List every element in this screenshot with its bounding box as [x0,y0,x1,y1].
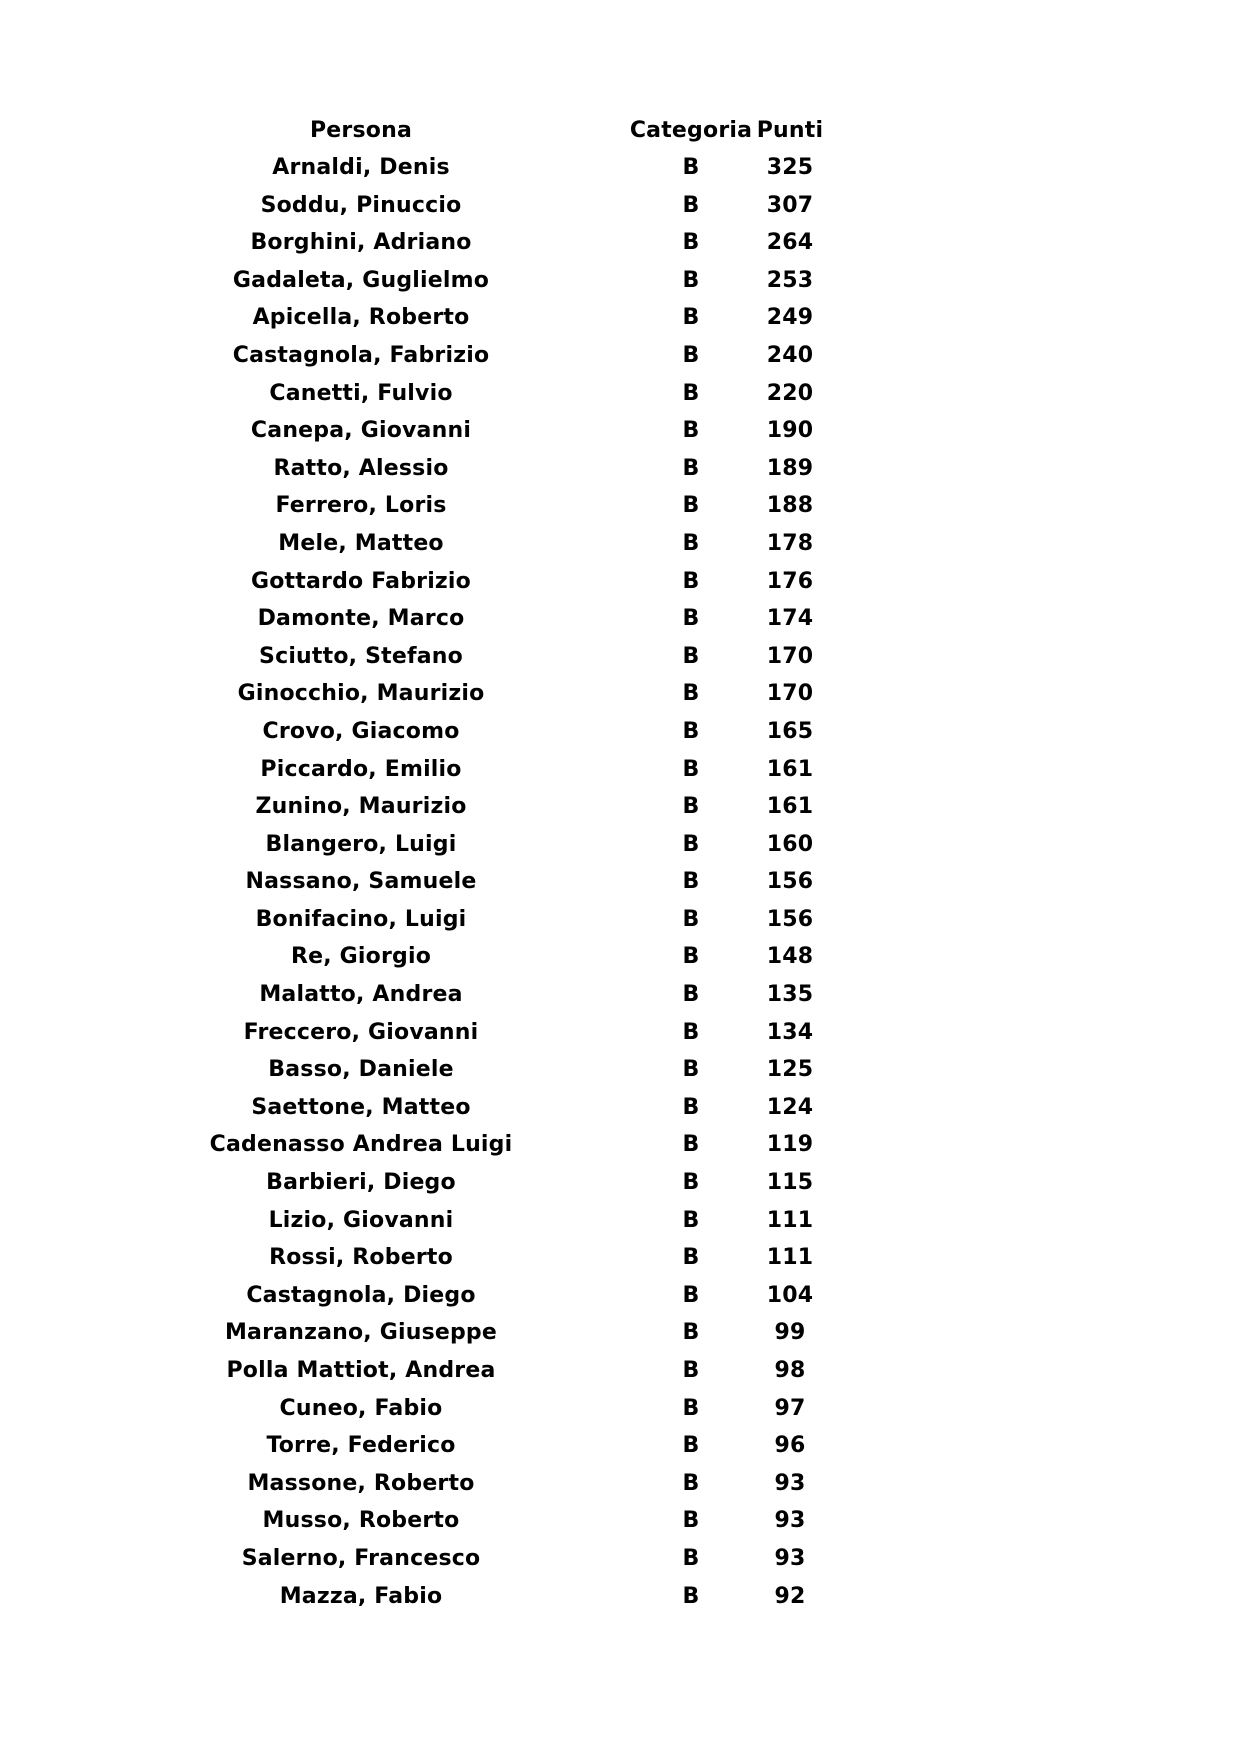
cell-punti: 170 [766,681,814,707]
cell-punti: 96 [774,1433,806,1459]
table-row [200,938,826,976]
cell-spacer [522,1540,628,1578]
cell-punti: 165 [766,718,814,744]
cell-persona: Canepa, Giovanni [250,418,472,444]
cell-persona: Barbieri, Diego [266,1170,456,1196]
header-spacer [522,113,628,149]
cell-punti: 111 [766,1207,814,1233]
table-row [200,412,826,450]
cell-categoria: B [682,342,700,368]
cell-persona: Musso, Roberto [262,1508,460,1534]
cell-categoria: B [682,1395,700,1421]
cell-persona: Mazza, Fabio [279,1583,443,1609]
table-row [200,1427,826,1465]
cell-spacer [522,826,628,864]
table-row [200,600,826,638]
cell-punti: 148 [766,944,814,970]
cell-categoria: B [682,1132,700,1158]
cell-categoria: B [682,267,700,293]
cell-categoria: B [682,1358,700,1383]
cell-persona: Cuneo, Fabio [279,1395,443,1421]
cell-spacer [522,187,628,225]
cell-persona: Gottardo Fabrizio [250,568,471,594]
cell-punti: 220 [766,380,814,406]
cell-persona: Borghini, Adriano [250,230,472,256]
table-row [200,563,826,601]
table-row [200,1502,826,1540]
cell-categoria: B [682,305,700,331]
cell-persona: Basso, Daniele [268,1057,454,1083]
table-body [200,149,826,1615]
cell-spacer [522,1314,628,1352]
cell-persona: Rossi, Roberto [269,1245,453,1271]
cell-persona: Apicella, Roberto [252,305,470,331]
cell-persona: Malatto, Andrea [259,982,463,1008]
cell-punti: 264 [766,230,814,256]
cell-spacer [522,1014,628,1052]
cell-persona: Polla Mattiot, Andrea [226,1358,496,1383]
cell-spacer [522,1277,628,1315]
cell-persona: Arnaldi, Denis [272,155,450,180]
cell-categoria: B [682,869,700,895]
cell-punti: 98 [774,1358,806,1383]
cell-punti: 161 [766,794,814,820]
cell-punti: 188 [766,493,814,519]
table-row [200,788,826,826]
cell-categoria: B [682,718,700,744]
cell-spacer [522,1239,628,1277]
cell-spacer [522,1089,628,1127]
cell-persona: Bonifacino, Luigi [255,906,467,932]
cell-spacer [522,751,628,789]
cell-punti: 104 [766,1282,814,1308]
cell-punti: 190 [766,418,814,444]
cell-persona: Canetti, Fulvio [269,380,453,406]
cell-spacer [522,675,628,713]
cell-persona: Salerno, Francesco [241,1545,481,1571]
cell-spacer [522,1352,628,1390]
table-row [200,1202,826,1240]
cell-persona: Freccero, Giovanni [243,1019,479,1045]
cell-persona: Massone, Roberto [247,1470,475,1496]
cell-persona: Torre, Federico [266,1433,456,1459]
cell-categoria: B [682,982,700,1008]
cell-persona: Castagnola, Diego [246,1282,476,1308]
cell-punti: 135 [766,982,814,1008]
cell-spacer [522,938,628,976]
cell-persona: Ginocchio, Maurizio [237,681,485,707]
cell-persona: Saettone, Matteo [251,1094,471,1120]
cell-punti: 125 [766,1057,814,1083]
cell-spacer [522,525,628,563]
cell-spacer [522,1202,628,1240]
cell-spacer [522,1390,628,1428]
cell-punti: 93 [774,1545,806,1571]
cell-categoria: B [682,455,700,481]
cell-categoria: B [682,831,700,857]
cell-punti: 93 [774,1470,806,1496]
cell-categoria: B [682,1057,700,1083]
cell-punti: 160 [766,831,814,857]
cell-punti: 325 [766,155,814,180]
cell-persona: Nassano, Samuele [245,869,477,895]
cell-categoria: B [682,493,700,519]
table-row [200,262,826,300]
cell-spacer [522,149,628,187]
cell-categoria: B [682,380,700,406]
cell-punti: 119 [766,1132,814,1158]
cell-persona: Gadaleta, Guglielmo [232,267,490,293]
cell-spacer [522,1502,628,1540]
cell-punti: 97 [774,1395,806,1421]
cell-categoria: B [682,1282,700,1308]
table-row [200,1239,826,1277]
cell-persona: Zunino, Maurizio [255,794,467,820]
cell-categoria: B [682,794,700,820]
cell-spacer [522,638,628,676]
table-row [200,1126,826,1164]
table-row [200,675,826,713]
table-row [200,1578,826,1616]
header-punti: Punti [756,118,824,143]
cell-punti: 170 [766,643,814,669]
table-row [200,525,826,563]
cell-persona: Ratto, Alessio [273,455,449,481]
cell-punti: 176 [766,568,814,594]
cell-spacer [522,1427,628,1465]
table-row [200,1314,826,1352]
table-row [200,299,826,337]
cell-persona: Cadenasso Andrea Luigi [209,1132,513,1158]
cell-punti: 124 [766,1094,814,1120]
cell-categoria: B [682,530,700,556]
table-row [200,638,826,676]
cell-spacer [522,375,628,413]
cell-categoria: B [682,1508,700,1534]
cell-punti: 307 [766,192,814,218]
cell-categoria: B [682,1545,700,1571]
cell-punti: 178 [766,530,814,556]
table-row [200,751,826,789]
cell-spacer [522,450,628,488]
cell-spacer [522,788,628,826]
cell-persona: Piccardo, Emilio [260,756,462,782]
cell-spacer [522,713,628,751]
table-row [200,901,826,939]
cell-spacer [522,337,628,375]
cell-punti: 189 [766,455,814,481]
table-header-row [200,113,826,149]
cell-punti: 111 [766,1245,814,1271]
cell-spacer [522,901,628,939]
cell-spacer [522,976,628,1014]
cell-categoria: B [682,1094,700,1120]
cell-punti: 156 [766,906,814,932]
cell-punti: 253 [766,267,814,293]
cell-punti: 93 [774,1508,806,1534]
cell-spacer [522,487,628,525]
cell-punti: 156 [766,869,814,895]
cell-categoria: B [682,681,700,707]
cell-categoria: B [682,1019,700,1045]
cell-spacer [522,1578,628,1616]
cell-categoria: B [682,606,700,632]
cell-categoria: B [682,1470,700,1496]
cell-punti: 161 [766,756,814,782]
cell-categoria: B [682,230,700,256]
cell-spacer [522,262,628,300]
cell-persona: Maranzano, Giuseppe [224,1320,498,1346]
cell-categoria: B [682,1207,700,1233]
cell-categoria: B [682,1433,700,1459]
cell-persona: Sciutto, Stefano [259,643,463,669]
cell-persona: Blangero, Luigi [265,831,457,857]
cell-spacer [522,1465,628,1503]
table-row [200,976,826,1014]
table-row [200,1051,826,1089]
table-row [200,1390,826,1428]
cell-punti: 134 [766,1019,814,1045]
cell-persona: Soddu, Pinuccio [260,192,462,218]
table-row [200,1465,826,1503]
table-row [200,1277,826,1315]
cell-spacer [522,1126,628,1164]
cell-categoria: B [682,756,700,782]
table-row [200,224,826,262]
table-row [200,1164,826,1202]
cell-persona: Lizio, Giovanni [268,1207,454,1233]
table-row [200,1352,826,1390]
cell-categoria: B [682,906,700,932]
cell-categoria: B [682,155,700,180]
cell-spacer [522,563,628,601]
table-row [200,1089,826,1127]
table-row [200,1014,826,1052]
cell-categoria: B [682,1583,700,1609]
cell-categoria: B [682,418,700,444]
ranking-table [200,113,826,1615]
cell-punti: 99 [774,1320,806,1346]
cell-persona: Crovo, Giacomo [262,718,460,744]
cell-spacer [522,1051,628,1089]
cell-categoria: B [682,192,700,218]
cell-persona: Castagnola, Fabrizio [232,342,490,368]
header-categoria: Categoria [629,118,753,143]
table-row [200,826,826,864]
header-persona: Persona [309,118,412,143]
table-row [200,149,826,187]
table-row [200,375,826,413]
table-row [200,187,826,225]
cell-spacer [522,600,628,638]
cell-persona: Re, Giorgio [290,944,432,970]
cell-categoria: B [682,1320,700,1346]
cell-categoria: B [682,1170,700,1196]
cell-punti: 174 [766,606,814,632]
cell-punti: 115 [766,1170,814,1196]
table-row [200,487,826,525]
table-row [200,863,826,901]
cell-punti: 249 [766,305,814,331]
cell-categoria: B [682,944,700,970]
cell-spacer [522,1164,628,1202]
cell-categoria: B [682,568,700,594]
cell-spacer [522,412,628,450]
cell-categoria: B [682,643,700,669]
table-row [200,450,826,488]
cell-categoria: B [682,1245,700,1271]
cell-persona: Damonte, Marco [257,606,465,632]
cell-spacer [522,863,628,901]
cell-punti: 240 [766,342,814,368]
cell-persona: Mele, Matteo [278,530,444,556]
cell-persona: Ferrero, Loris [275,493,447,519]
table-row [200,1540,826,1578]
cell-punti: 92 [774,1583,806,1609]
cell-spacer [522,299,628,337]
cell-spacer [522,224,628,262]
table-row [200,713,826,751]
table-row [200,337,826,375]
